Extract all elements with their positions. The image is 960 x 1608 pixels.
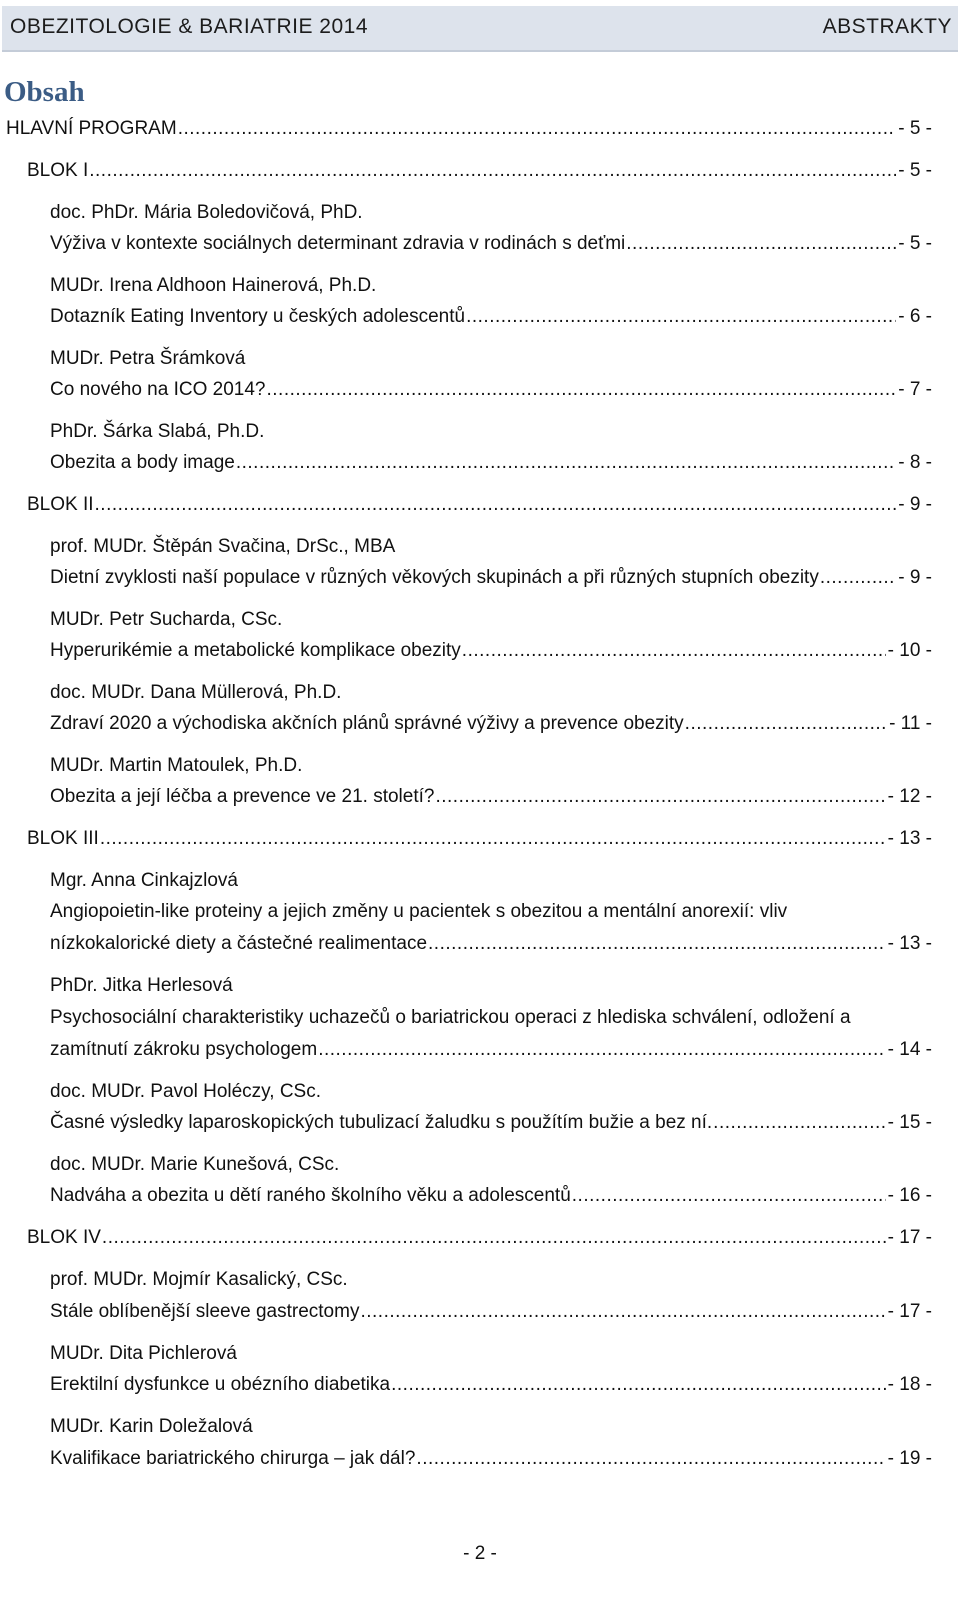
dot-leader — [391, 1370, 886, 1400]
toc-entry-title: Nadváha a obezita u dětí raného školního věku a adolescentů — [50, 1185, 571, 1206]
toc-author: Mgr. Anna Cinkajzlová — [50, 870, 238, 891]
toc-entry-title: BLOK III — [27, 828, 99, 849]
toc-author: MUDr. Dita Pichlerová — [50, 1343, 237, 1364]
toc-page-number: - 12 - — [887, 786, 932, 807]
toc-entry[interactable] — [50, 448, 932, 478]
toc-entry-title-line2: zamítnutí zákroku psychologem — [50, 1039, 318, 1060]
toc-entry-blok-3[interactable] — [27, 824, 932, 854]
toc-entry-title: HLAVNÍ PROGRAM — [6, 118, 177, 139]
toc-page-number: - 9 - — [898, 567, 932, 588]
toc-entry-title: Hyperurikémie a metabolické komplikace obezity — [50, 640, 461, 661]
toc-entry-title: Časné výsledky laparoskopických tubulizací žaludku s použítím bužie a bez ní. — [50, 1112, 713, 1133]
toc-page-number: - 17 - — [887, 1227, 932, 1248]
running-header — [2, 6, 958, 52]
dot-leader — [236, 448, 896, 478]
toc-author: MUDr. Petr Sucharda, CSc. — [50, 609, 283, 630]
toc-entry[interactable] — [50, 929, 932, 959]
toc-entry[interactable] — [50, 1297, 932, 1327]
toc-entry[interactable] — [50, 229, 932, 259]
toc-entry-title: Erektilní dysfunkce u obézního diabetika — [50, 1374, 391, 1395]
dot-leader — [100, 824, 886, 854]
toc-entry-title-line2: nízkokalorické diety a částečné realimentace — [50, 933, 428, 954]
toc-entry[interactable] — [50, 709, 932, 739]
dot-leader — [462, 636, 886, 666]
toc-page-number: - 8 - — [898, 452, 932, 473]
toc-entry-hlavni-program[interactable] — [6, 114, 932, 144]
toc-author: doc. MUDr. Pavol Holéczy, CSc. — [50, 1081, 322, 1102]
dot-leader — [466, 302, 896, 332]
toc-entry-title: Kvalifikace bariatrického chirurga – jak dál? — [50, 1448, 416, 1469]
dot-leader — [713, 1108, 885, 1138]
toc-author: MUDr. Martin Matoulek, Ph.D. — [50, 755, 303, 776]
toc-author: MUDr. Irena Aldhoon Hainerová, Ph.D. — [50, 275, 377, 296]
toc-entry[interactable] — [50, 1035, 932, 1065]
toc-author: prof. MUDr. Mojmír Kasalický, CSc. — [50, 1269, 348, 1290]
dot-leader — [626, 229, 896, 259]
toc-entry-title: Obezita a její léčba a prevence ve 21. století? — [50, 786, 435, 807]
toc-entry[interactable] — [50, 1370, 932, 1400]
toc-author: PhDr. Jitka Herlesová — [50, 975, 233, 996]
toc-heading: Obsah — [4, 76, 85, 108]
toc-entry[interactable] — [50, 1181, 932, 1211]
toc-author: MUDr. Karin Doležalová — [50, 1416, 253, 1437]
toc-entry-title: Zdraví 2020 a východiska akčních plánů správné výživy a prevence obezity — [50, 713, 684, 734]
toc-author: MUDr. Petra Šrámková — [50, 348, 246, 369]
toc-entry-title: Obezita a body image — [50, 452, 235, 473]
toc-page-number: - 11 - — [889, 713, 932, 734]
toc-entry[interactable] — [50, 563, 932, 593]
toc-entry-blok-4[interactable] — [27, 1223, 932, 1253]
toc-author: doc. PhDr. Mária Boledovičová, PhD. — [50, 202, 363, 223]
toc-entry-title: Výživa v kontexte sociálnych determinant zdravia v rodinách s deťmi — [50, 233, 626, 254]
dot-leader — [685, 709, 887, 739]
toc-entry-title: Stále oblíbenější sleeve gastrectomy — [50, 1301, 360, 1322]
toc-page-number: - 18 - — [887, 1374, 932, 1395]
dot-leader — [820, 563, 896, 593]
dot-leader — [95, 490, 897, 520]
toc-page-number: - 5 - — [898, 160, 932, 181]
toc-page-number: - 13 - — [887, 933, 932, 954]
header-journal-title: OBEZITOLOGIE & BARIATRIE 2014 — [10, 15, 369, 38]
toc-entry[interactable] — [50, 1108, 932, 1138]
toc-page-number: - 5 - — [898, 233, 932, 254]
toc-entry-title-line1: Psychosociální charakteristiky uchazečů o bariatrickou operaci z hlediska schválení, odložení a — [50, 1007, 851, 1028]
toc-author: PhDr. Šárka Slabá, Ph.D. — [50, 421, 265, 442]
dot-leader — [178, 114, 897, 144]
toc-author: doc. MUDr. Dana Müllerová, Ph.D. — [50, 682, 342, 703]
toc-page-number: - 15 - — [887, 1112, 932, 1133]
toc-entry-title: Dotazník Eating Inventory u českých adolescentů — [50, 306, 466, 327]
dot-leader — [416, 1444, 885, 1474]
toc-page-number: - 14 - — [887, 1039, 932, 1060]
toc-author: doc. MUDr. Marie Kunešová, CSc. — [50, 1154, 340, 1175]
page-number: - 2 - — [463, 1543, 497, 1564]
dot-leader — [267, 375, 897, 405]
toc-page-number: - 6 - — [898, 306, 932, 327]
toc-entry-title: BLOK I — [27, 160, 89, 181]
toc-author: prof. MUDr. Štěpán Svačina, DrSc., MBA — [50, 536, 396, 557]
dot-leader — [435, 782, 885, 812]
dot-leader — [102, 1223, 886, 1253]
toc-entry-title-line1: Angiopoietin-like proteiny a jejich změny u pacientek s obezitou a mentální anorexií: vliv — [50, 901, 788, 922]
toc-entry-title: BLOK II — [27, 494, 94, 515]
toc-page-number: - 10 - — [887, 640, 932, 661]
toc-entry-title: Co nového na ICO 2014? — [50, 379, 266, 400]
toc-page-number: - 5 - — [898, 118, 932, 139]
dot-leader — [360, 1297, 885, 1327]
toc-entry[interactable] — [50, 375, 932, 405]
dot-leader — [428, 929, 886, 959]
dot-leader — [572, 1181, 886, 1211]
toc-entry-title: BLOK IV — [27, 1227, 101, 1248]
dot-leader — [318, 1035, 885, 1065]
toc-entry[interactable] — [50, 636, 932, 666]
toc-entry[interactable] — [50, 782, 932, 812]
toc-page-number: - 16 - — [887, 1185, 932, 1206]
toc-entry-blok-2[interactable] — [27, 490, 932, 520]
dot-leader — [89, 156, 896, 186]
toc-page-number: - 7 - — [898, 379, 932, 400]
toc-page-number: - 13 - — [887, 828, 932, 849]
toc-page-number: - 9 - — [898, 494, 932, 515]
header-section-title: ABSTRAKTY — [822, 15, 952, 38]
toc-entry-blok-1[interactable] — [27, 156, 932, 186]
toc-page-number: - 17 - — [887, 1301, 932, 1322]
toc-entry[interactable] — [50, 1444, 932, 1474]
toc-entry-title: Dietní zvyklosti naší populace v různých věkových skupinách a při různých stupních obezity — [50, 567, 819, 588]
toc-page-number: - 19 - — [887, 1448, 932, 1469]
toc-entry[interactable] — [50, 302, 932, 332]
